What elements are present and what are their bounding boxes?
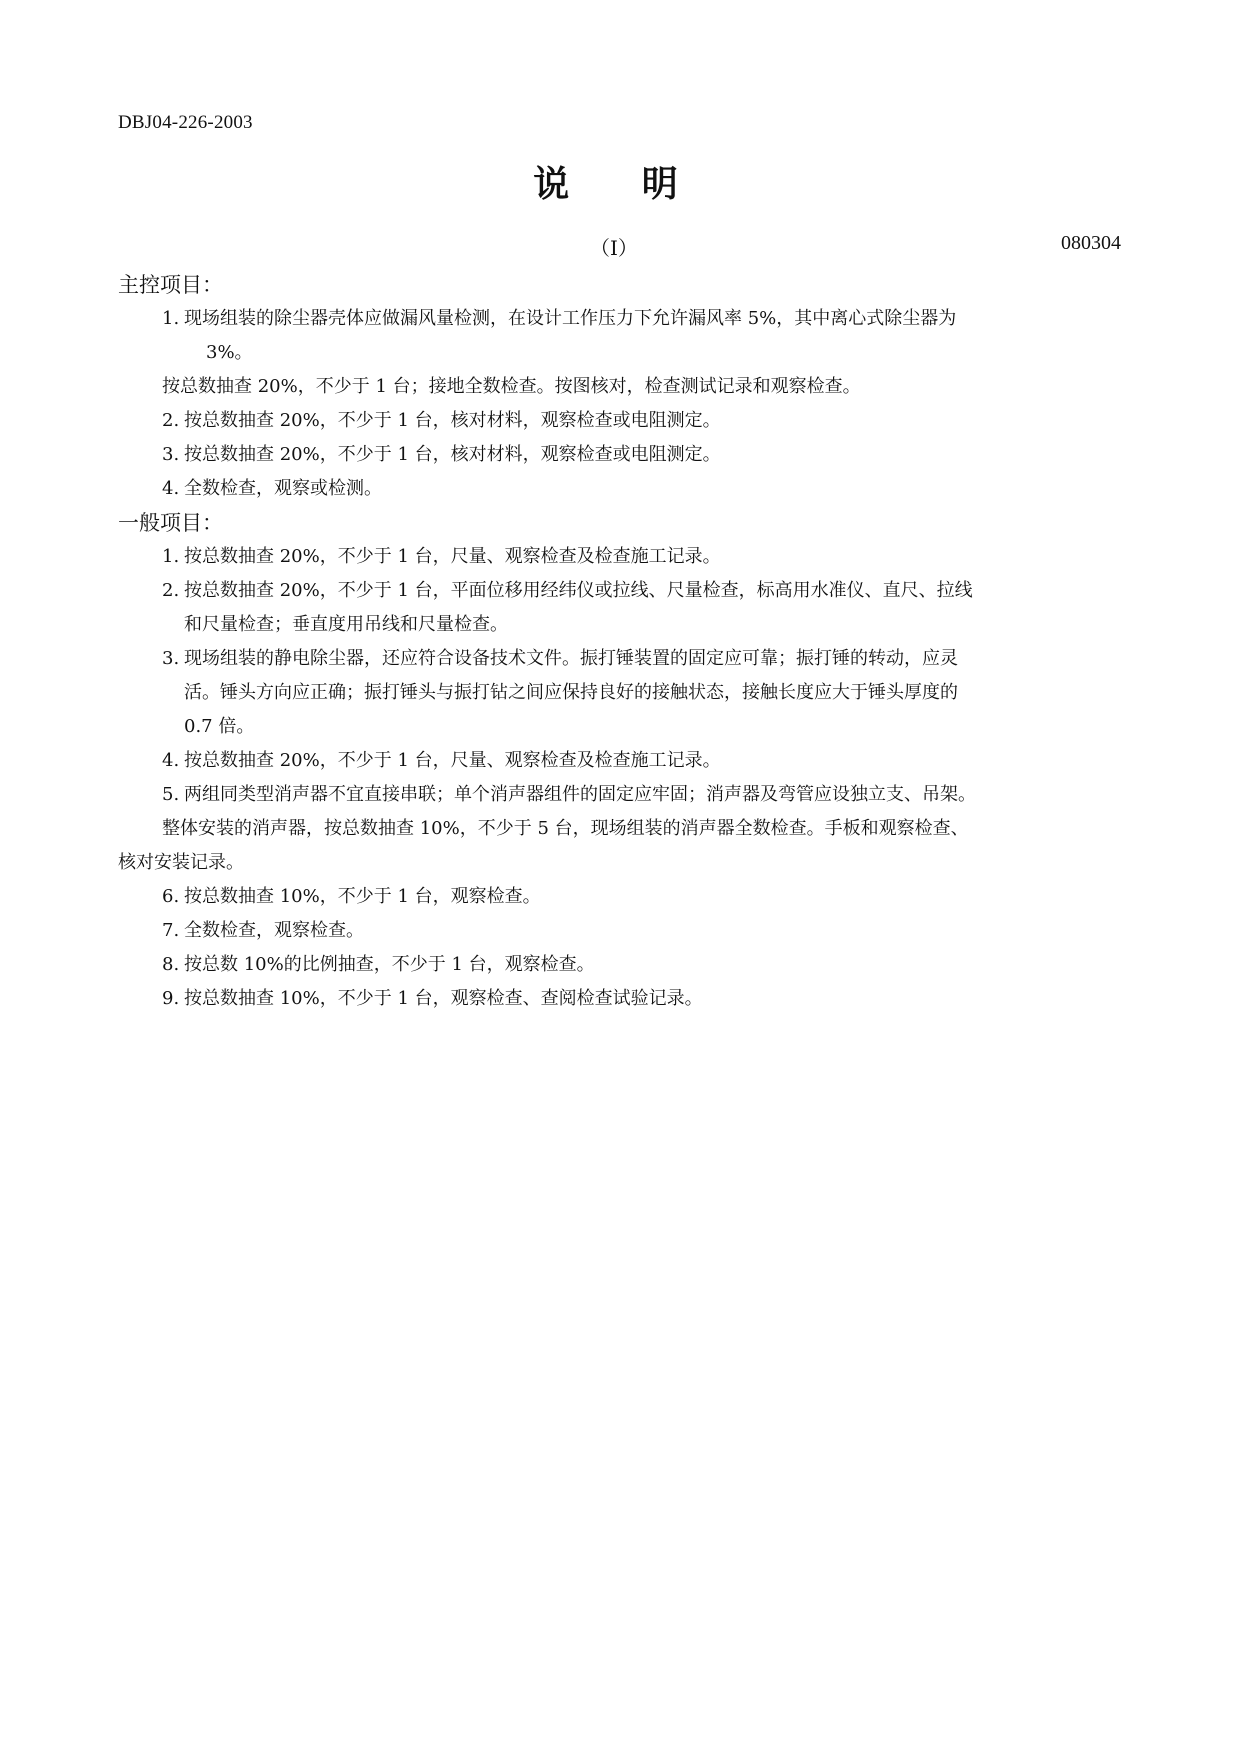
item-text-line: 按总数 10%的比例抽查，不少于 1 台，观察检查。 (184, 954, 595, 975)
general-item-8 (118, 948, 1138, 982)
main-control-item-2 (118, 404, 1138, 438)
item-number: 2. (162, 410, 180, 431)
main-control-item-4 (118, 472, 1138, 506)
item-number: 3. (162, 444, 180, 465)
item-text-line: 现场组装的静电除尘器，还应符合设备技术文件。振打锤装置的固定应可靠；振打锤的转动，应灵 (184, 648, 958, 669)
item-text-line: 现场组装的除尘器壳体应做漏风量检测，在设计工作压力下允许漏风率 5%，其中离心式除尘器为 (184, 308, 957, 329)
general-note-line-2: 核对安装记录。 (118, 852, 244, 873)
item-text-line: 按总数抽查 20%，不少于 1 台，核对材料，观察检查或电阻测定。 (184, 444, 721, 465)
general-item-9 (118, 982, 1138, 1016)
item-text-line: 按总数抽查 20%，不少于 1 台，平面位移用经纬仪或拉线、尺量检查，标高用水准仪、直尺、拉线 (184, 580, 973, 601)
general-item-7 (118, 914, 1138, 948)
main-control-heading: 主控项目： (118, 273, 223, 297)
item-number: 2. (162, 580, 180, 601)
content-body (118, 268, 1138, 1016)
item-number: 6. (162, 886, 180, 907)
item-number: 4. (162, 478, 180, 499)
item-number: 7. (162, 920, 180, 941)
item-number: 8. (162, 954, 180, 975)
main-control-item-3 (118, 438, 1138, 472)
item-text-line: 按总数抽查 20%，不少于 1 台，尺量、观察检查及检查施工记录。 (184, 546, 721, 567)
form-code: 080304 (1061, 232, 1121, 254)
item-number: 4. (162, 750, 180, 771)
section-mark: （Ⅰ） (590, 238, 638, 260)
item-number: 3. (162, 648, 180, 669)
item-text-line: 全数检查，观察检查。 (184, 920, 364, 941)
item-number: 1. (162, 308, 180, 329)
item-text-line: 3%。 (206, 342, 253, 363)
page-title: 说 明 (533, 164, 708, 205)
item-number: 9. (162, 988, 180, 1009)
item-text-line: 按总数抽查 10%，不少于 1 台，观察检查。 (184, 886, 541, 907)
item-text-line: 0.7 倍。 (184, 716, 255, 737)
general-item-1 (118, 540, 1138, 574)
general-heading: 一般项目： (118, 511, 223, 535)
item-text-line: 活。锤头方向应正确；振打锤头与振打钻之间应保持良好的接触状态，接触长度应大于锤头厚度的 (184, 682, 958, 703)
item-text-line: 按总数抽查 20%，不少于 1 台，核对材料，观察检查或电阻测定。 (184, 410, 721, 431)
general-note-line-1: 整体安装的消声器，按总数抽查 10%，不少于 5 台，现场组装的消声器全数检查。手板和观察检查、 (162, 818, 969, 839)
item-text-line: 按总数抽查 20%，不少于 1 台，尺量、观察检查及检查施工记录。 (184, 750, 721, 771)
item-text-line: 按总数抽查 10%，不少于 1 台，观察检查、查阅检查试验记录。 (184, 988, 703, 1009)
item-text-line: 和尺量检查；垂直度用吊线和尺量检查。 (184, 614, 508, 635)
main-control-item-1 (118, 302, 1138, 370)
main-control-note: 按总数抽查 20%，不少于 1 台；接地全数检查。按图核对，检查测试记录和观察检查。 (162, 376, 861, 397)
general-item-5 (118, 778, 1138, 812)
general-item-3 (118, 642, 1138, 744)
item-text-line: 两组同类型消声器不宜直接串联；单个消声器组件的固定应牢固；消声器及弯管应设独立支、吊架。 (184, 784, 976, 805)
item-number: 1. (162, 546, 180, 567)
general-item-4 (118, 744, 1138, 778)
item-number: 5. (162, 784, 180, 805)
general-item-2 (118, 574, 1138, 642)
general-item-6 (118, 880, 1138, 914)
document-code: DBJ04-226-2003 (118, 112, 253, 133)
item-text-line: 全数检查，观察或检测。 (184, 478, 382, 499)
